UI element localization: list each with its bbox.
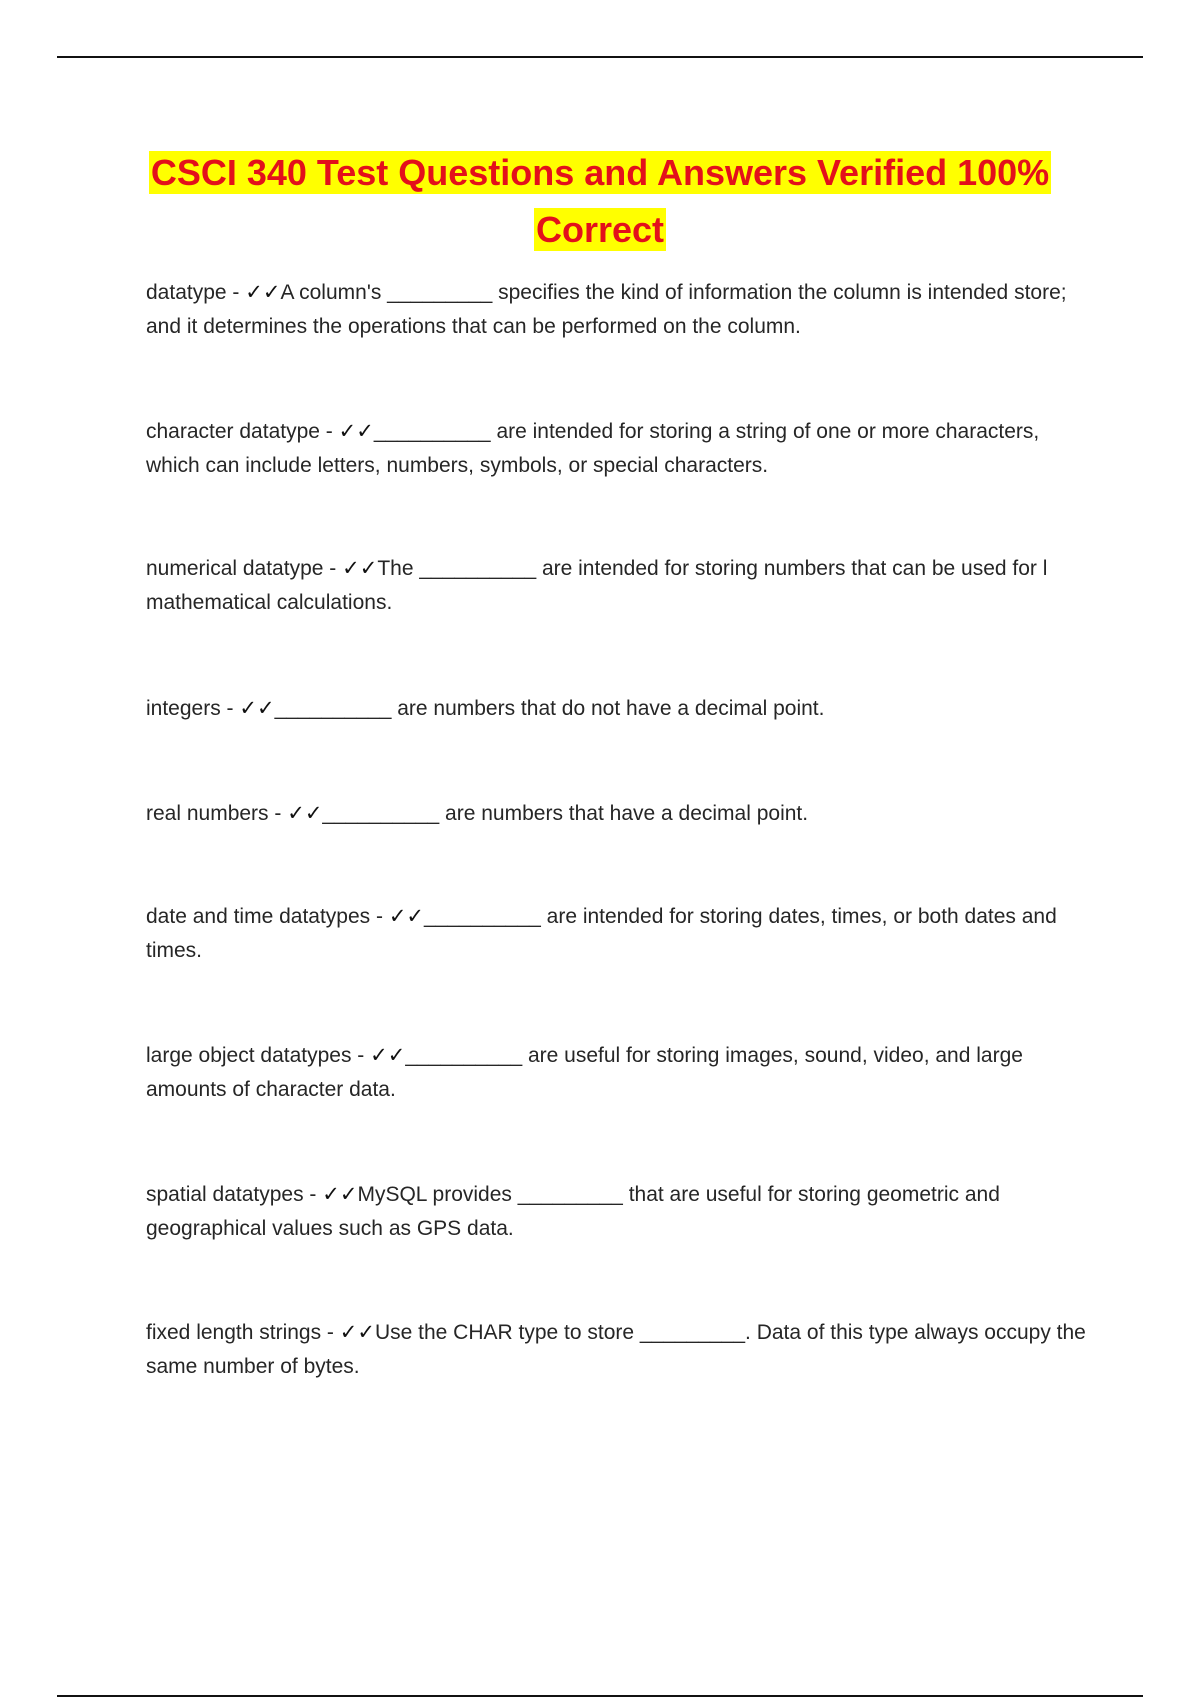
qa-item-numerical-datatype: [146, 552, 1096, 620]
term: character datatype -: [146, 420, 339, 443]
qa-item-integers: [146, 692, 1096, 726]
double-check-icon: ✓✓: [322, 1183, 358, 1206]
term: numerical datatype -: [146, 557, 343, 580]
qa-item-fixed-length-strings: [146, 1316, 1096, 1384]
bottom-rule: [57, 1695, 1143, 1697]
definition: __________ are intended for storing a string of one or more characters, which can include letters, numbers, symbols, or special characters.: [146, 420, 1040, 477]
double-check-icon: ✓✓: [388, 905, 425, 928]
title-line-1: CSCI 340 Test Questions and Answers Verified 100%: [150, 152, 1050, 193]
definition: __________ are numbers that have a decimal point.: [322, 802, 809, 825]
definition: MySQL provides _________ that are useful for storing geometric and geographical values such as GPS data.: [146, 1183, 1000, 1240]
definition: __________ are numbers that do not have a decimal point.: [274, 697, 825, 720]
top-rule: [57, 56, 1143, 58]
qa-item-large-object-datatypes: [146, 1039, 1096, 1107]
definition: __________ are intended for storing dates, times, or both dates and times.: [146, 905, 1057, 962]
double-check-icon: ✓✓: [239, 697, 275, 720]
qa-item-spatial-datatypes: [146, 1178, 1096, 1246]
definition: A column's _________ specifies the kind of information the column is intended store; and it determines the operations that can be performed on the column.: [146, 281, 1067, 338]
definition: Use the CHAR type to store _________. Data of this type always occupy the same number of bytes.: [146, 1321, 1086, 1378]
qa-item-date-time-datatypes: [146, 900, 1096, 968]
term: fixed length strings -: [146, 1321, 340, 1344]
double-check-icon: ✓✓: [370, 1044, 406, 1067]
term: integers -: [146, 697, 240, 720]
double-check-icon: ✓✓: [287, 802, 323, 825]
qa-item-real-numbers: [146, 797, 1096, 831]
definition: The __________ are intended for storing numbers that can be used for l mathematical calculations.: [146, 557, 1048, 614]
term: datatype -: [146, 281, 246, 304]
title-line-2: Correct: [535, 209, 665, 250]
double-check-icon: ✓✓: [338, 420, 374, 443]
definition: __________ are useful for storing images, sound, video, and large amounts of character data.: [146, 1044, 1023, 1101]
term: real numbers -: [146, 802, 288, 825]
term: large object datatypes -: [146, 1044, 371, 1067]
page-title: [0, 144, 1200, 258]
double-check-icon: ✓✓: [342, 557, 378, 580]
double-check-icon: ✓✓: [339, 1321, 375, 1344]
qa-item-datatype: [146, 276, 1096, 344]
double-check-icon: ✓✓: [245, 281, 281, 304]
qa-item-character-datatype: [146, 415, 1096, 483]
term: spatial datatypes -: [146, 1183, 323, 1206]
term: date and time datatypes -: [146, 905, 389, 928]
